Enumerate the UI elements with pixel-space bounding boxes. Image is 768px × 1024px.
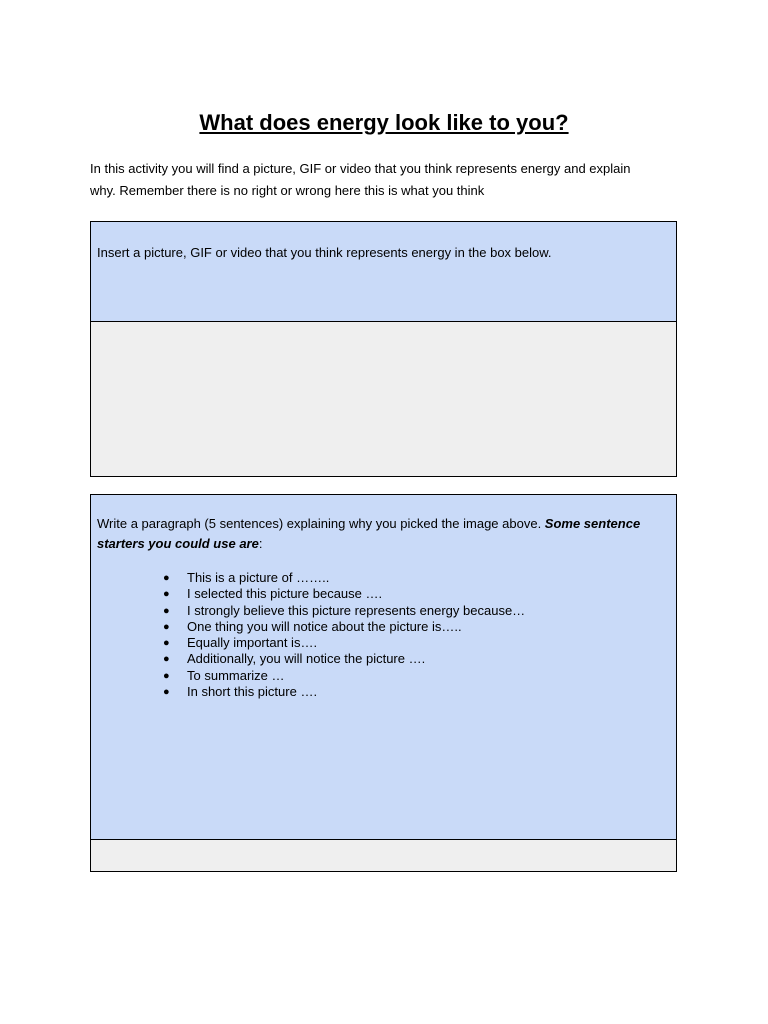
paragraph-instruction-emphasis: Some sentence starters you could use are: [97, 516, 641, 551]
paragraph-table: [90, 494, 677, 872]
picture-table: [90, 221, 677, 477]
bullet-icon: ●: [163, 588, 170, 601]
bullet-icon: ●: [163, 620, 170, 633]
list-item-text: Equally important is….: [187, 635, 318, 651]
picture-instruction-text: Insert a picture, GIF or video that you think represents energy in the box below.: [97, 245, 552, 260]
paragraph-answer-area[interactable]: [91, 839, 676, 871]
list-item-text: I strongly believe this picture represents energy because…: [187, 602, 526, 618]
intro-line-2: why. Remember there is no right or wrong here this is what you think: [90, 183, 485, 198]
list-item: [163, 586, 670, 602]
list-item-text: I selected this picture because ….: [187, 586, 383, 602]
paragraph-instruction-cell: [91, 495, 676, 839]
list-item: [163, 651, 670, 667]
bullet-icon: ●: [163, 604, 170, 617]
paragraph-instruction-text: [97, 514, 670, 554]
list-item: [163, 570, 670, 586]
list-item: [163, 603, 670, 619]
bullet-icon: ●: [163, 637, 170, 650]
list-item-text: This is a picture of ……..: [187, 570, 330, 585]
paragraph-instruction-plain: Write a paragraph (5 sentences) explaining why you picked the image above.: [97, 516, 545, 531]
bullet-icon: ●: [163, 572, 170, 584]
bullet-icon: ●: [163, 669, 170, 682]
list-item-text: In short this picture ….: [187, 684, 318, 700]
list-item: [163, 684, 670, 700]
bullet-icon: ●: [163, 653, 170, 666]
list-item-text: To summarize …: [187, 667, 285, 683]
list-item: [163, 619, 670, 635]
sentence-starters-list: [97, 570, 670, 700]
picture-instruction-cell: [91, 222, 676, 321]
list-item-text: Additionally, you will notice the picture ….: [187, 651, 426, 667]
page-title: What does energy look like to you?: [199, 110, 569, 135]
list-item-text: One thing you will notice about the picture is…..: [187, 618, 462, 634]
paragraph-instruction-colon: :: [258, 536, 263, 551]
picture-insert-area[interactable]: [91, 321, 676, 476]
intro-line-1: In this activity you will find a picture, GIF or video that you think represents energy and explain: [90, 161, 631, 176]
bullet-icon: ●: [163, 686, 170, 699]
intro-paragraph: [90, 158, 680, 202]
list-item: [163, 668, 670, 684]
list-item: [163, 635, 670, 651]
